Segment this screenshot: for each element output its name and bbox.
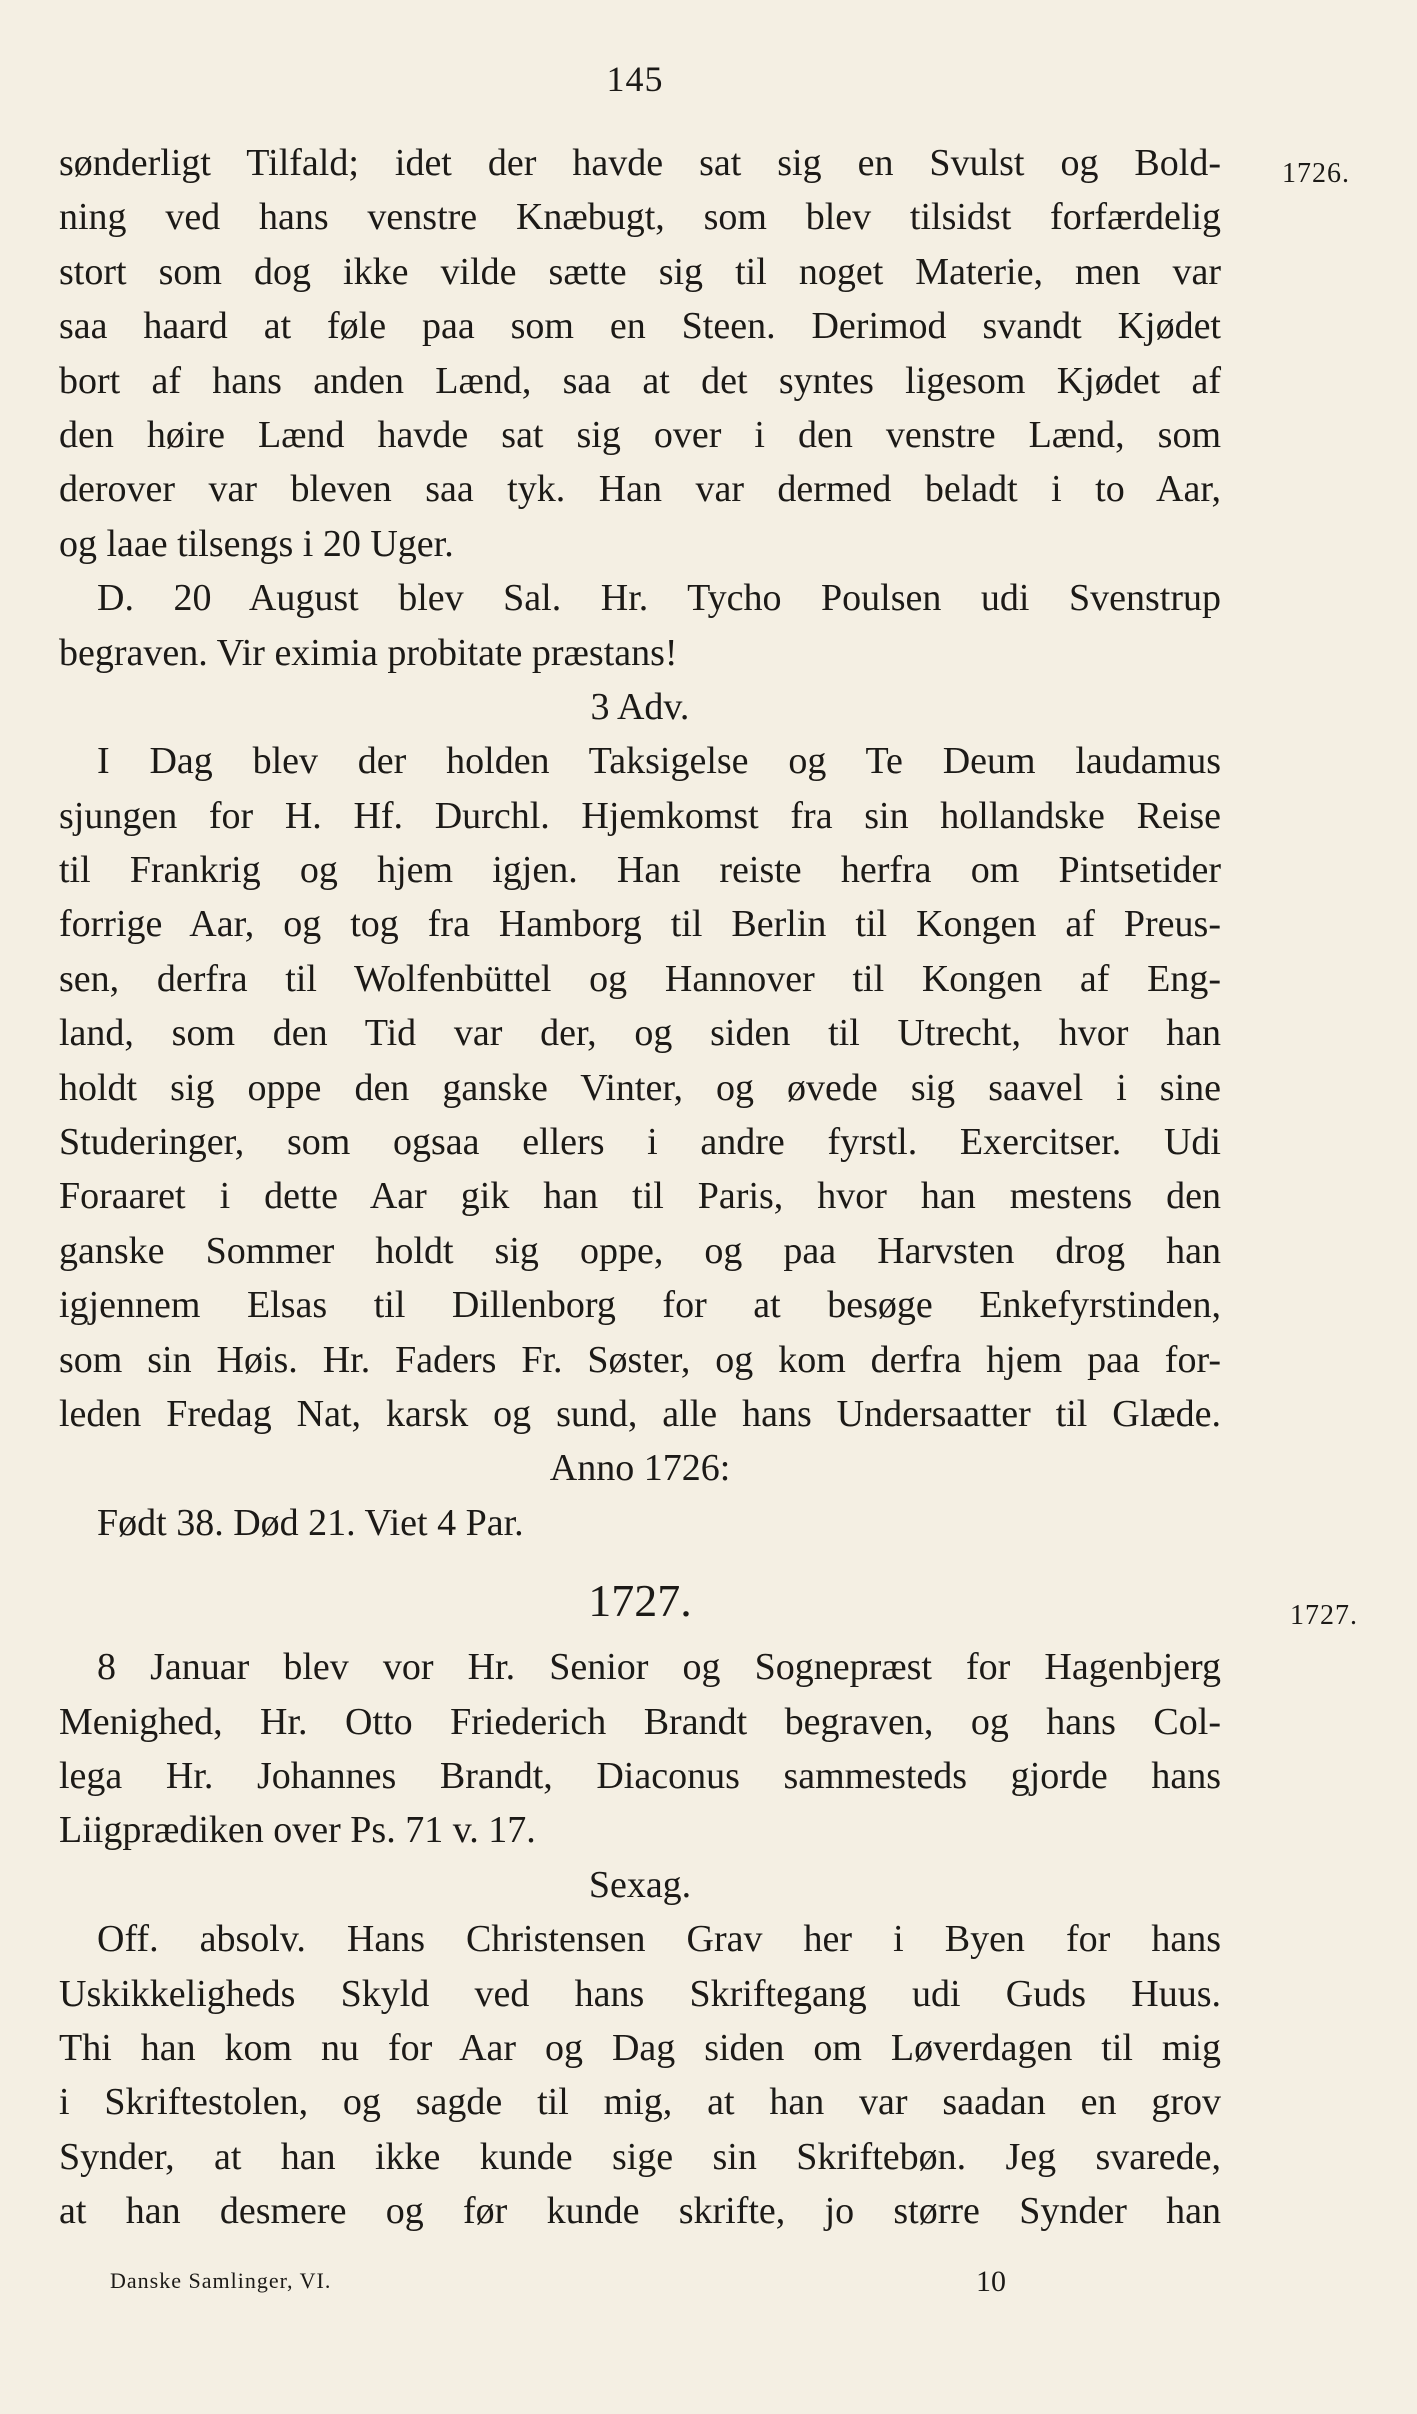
margin-year-1727: 1727. — [1290, 1600, 1358, 1631]
text-line: stort som dog ikke vilde sætte sig til noget Materie, men var — [59, 250, 1221, 293]
text-line: Synder, at han ikke kunde sige sin Skriftebøn. Jeg svarede, — [59, 2135, 1221, 2178]
text-line: Liigprædiken over Ps. 71 v. 17. — [59, 1809, 536, 1852]
text-line: sønderligt Tilfald; idet der havde sat sig en Svulst og Bold- — [59, 142, 1221, 184]
text-line: i Skriftestolen, og sagde til mig, at han var saadan en grov — [59, 2081, 1221, 2124]
text-line: holdt sig oppe den ganske Vinter, og øvede sig saavel i sine — [59, 1066, 1221, 1109]
text-line: bort af hans anden Lænd, saa at det syntes ligesom Kjødet af — [59, 359, 1221, 402]
text-line: saa haard at føle paa som en Steen. Derimod svandt Kjødet — [59, 305, 1221, 348]
text-line: ning ved hans venstre Knæbugt, som blev tilsidst forfærdelig — [59, 196, 1221, 239]
page-number: 145 — [606, 59, 664, 99]
page-body-text — [59, 136, 1221, 2238]
margin-year-1726: 1726. — [1282, 158, 1350, 189]
footer-signature-mark: 10 — [976, 2265, 1006, 2298]
text-line: sen, derfra til Wolfenbüttel og Hannover til Kongen af Eng- — [59, 957, 1221, 1000]
text-line: leden Fredag Nat, karsk og sund, alle hans Undersaatter til Glæde. — [59, 1392, 1221, 1435]
text-line: Foraaret i dette Aar gik han til Paris, hvor han mestens den — [59, 1175, 1221, 1218]
text-line: og laae tilsengs i 20 Uger. — [59, 522, 454, 565]
text-line-statistics: Født 38. Død 21. Viet 4 Par. — [97, 1501, 524, 1544]
text-line: begraven. Vir eximia probitate præstans! — [59, 631, 678, 674]
text-line: 8 Januar blev vor Hr. Senior og Sognepræst for Hagenbjerg — [97, 1646, 1221, 1689]
text-line: Menighed, Hr. Otto Friederich Brandt begraven, og hans Col- — [59, 1700, 1221, 1743]
text-line: Off. absolv. Hans Christensen Grav her i Byen for hans — [97, 1918, 1221, 1961]
text-line: derover var bleven saa tyk. Han var dermed beladt i to Aar, — [59, 468, 1221, 511]
text-line: som sin Høis. Hr. Faders Fr. Søster, og kom derfra hjem paa for- — [59, 1338, 1221, 1381]
footer-source: Danske Samlinger, VI. — [110, 2268, 332, 2293]
text-line: forrige Aar, og tog fra Hamborg til Berlin til Kongen af Preus- — [59, 903, 1221, 946]
text-line: Studeringer, som ogsaa ellers i andre fyrstl. Exercitser. Udi — [59, 1121, 1221, 1164]
text-line: Uskikkeligheds Skyld ved hans Skriftegang udi Guds Huus. — [59, 1972, 1221, 2015]
text-line: D. 20 August blev Sal. Hr. Tycho Poulsen udi Svenstrup — [97, 577, 1221, 620]
text-line: til Frankrig og hjem igjen. Han reiste herfra om Pintsetider — [59, 849, 1221, 892]
text-line: lega Hr. Johannes Brandt, Diaconus sammesteds gjorde hans — [59, 1754, 1221, 1797]
text-line: Thi han kom nu for Aar og Dag siden om Løverdagen til mig — [59, 2026, 1221, 2069]
text-line: ganske Sommer holdt sig oppe, og paa Harvsten drog han — [59, 1229, 1221, 1272]
text-line: den høire Lænd havde sat sig over i den venstre Lænd, som — [59, 413, 1221, 456]
text-line: at han desmere og før kunde skrifte, jo større Synder han — [59, 2190, 1221, 2233]
section-heading-sexag: Sexag. — [588, 1863, 692, 1906]
text-line: I Dag blev der holden Taksigelse og Te Deum laudamus — [97, 740, 1221, 783]
year-heading: 1727. — [588, 1575, 692, 1627]
section-heading-anno: Anno 1726: — [549, 1447, 731, 1490]
text-line: igjennem Elsas til Dillenborg for at besøge Enkefyrstinden, — [59, 1284, 1221, 1327]
section-heading-adv: 3 Adv. — [590, 685, 690, 728]
text-line: sjungen for H. Hf. Durchl. Hjemkomst fra sin hollandske Reise — [59, 794, 1221, 837]
text-line: land, som den Tid var der, og siden til Utrecht, hvor han — [59, 1012, 1221, 1055]
